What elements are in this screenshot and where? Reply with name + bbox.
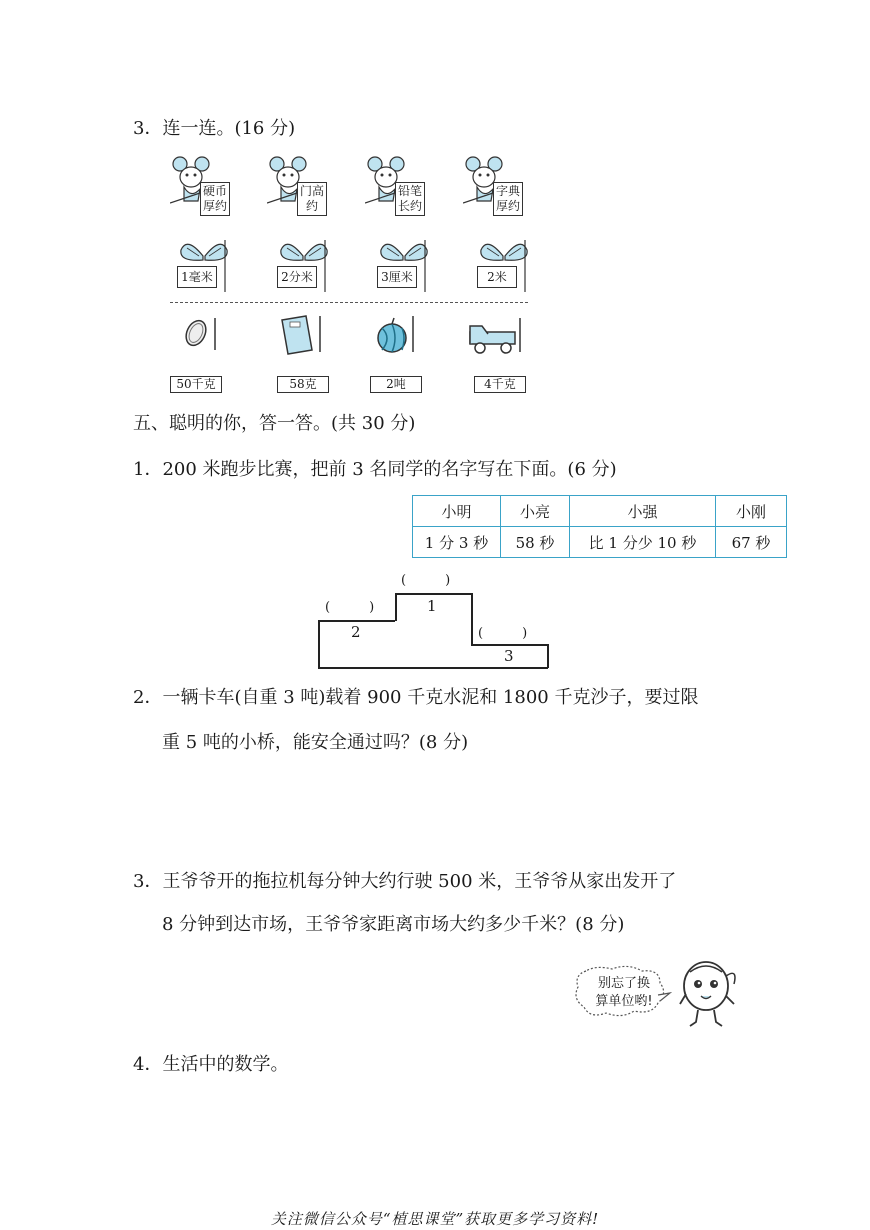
podium-blank-first[interactable]: ( ): [401, 573, 451, 588]
podium-rank-1: 1: [427, 597, 437, 615]
q1-text: 1．200 米跑步比赛，把前 3 名同学的名字写在下面。(6 分): [133, 459, 617, 480]
runner-name-cell: 小强: [570, 496, 716, 527]
runner-time-cell: 比 1 分少 10 秒: [570, 527, 716, 558]
podium-rank-2: 2: [351, 623, 361, 641]
bubble-text: 别忘了换 算单位哟!: [595, 976, 653, 1009]
mascot-icon: [676, 958, 740, 1030]
weight-label: 50千克: [170, 376, 222, 393]
podium-rank-3: 3: [504, 647, 514, 665]
watermelon-icon: [378, 316, 413, 352]
q3-line2: 8 分钟到达市场，王爷爷家距离市场大约多少千米？(8 分): [162, 914, 625, 935]
q2-line1: 2．一辆卡车(自重 3 吨)载着 900 千克水泥和 1800 千克沙子，要过限: [133, 687, 699, 708]
footer-note: 关注微信公众号“植思课堂”获取更多学习资料!: [270, 1210, 600, 1228]
runner-name-cell: 小亮: [501, 496, 570, 527]
runner-name-cell: 小明: [413, 496, 501, 527]
times-row: [413, 527, 787, 558]
q2-line2: 重 5 吨的小桥，能安全通过吗？(8 分): [162, 732, 469, 753]
runner-time-cell: 1 分 3 秒: [413, 527, 501, 558]
podium-blank-second[interactable]: ( ): [325, 600, 375, 615]
q3-line1: 3．王爷爷开的拖拉机每分钟大约行驶 500 米，王爷爷从家出发开了: [133, 871, 677, 892]
weight-label: 2吨: [370, 376, 422, 393]
rice-bag-icon: [282, 316, 320, 354]
runner-time-cell: 67 秒: [716, 527, 787, 558]
weight-label: 4千克: [474, 376, 526, 393]
q3-title: 3．连一连。(16 分): [133, 118, 296, 139]
dashed-divider: [170, 302, 528, 303]
truck-icon: [470, 318, 520, 353]
length-label: 2分米: [277, 266, 317, 288]
runner-time-cell: 58 秒: [501, 527, 570, 558]
length-label: 3厘米: [377, 266, 417, 288]
podium-blank-third[interactable]: ( ): [478, 626, 528, 641]
coin-icon: [182, 317, 215, 350]
length-label: 1毫米: [177, 266, 217, 288]
names-row: [413, 496, 787, 527]
measure-sign: 字典 厚约: [493, 182, 523, 216]
length-label: 2米: [477, 266, 517, 288]
race-times-table: [412, 495, 787, 558]
weight-label: 58克: [277, 376, 329, 393]
measure-sign: 硬币 厚约: [200, 182, 230, 216]
measure-sign: 铅笔 长约: [395, 182, 425, 216]
measure-sign: 门高 约: [297, 182, 327, 216]
section5-title: 五、聪明的你，答一答。(共 30 分): [133, 413, 416, 434]
q4-text: 4．生活中的数学。: [133, 1054, 289, 1075]
objects-row: [170, 312, 530, 362]
runner-name-cell: 小刚: [716, 496, 787, 527]
